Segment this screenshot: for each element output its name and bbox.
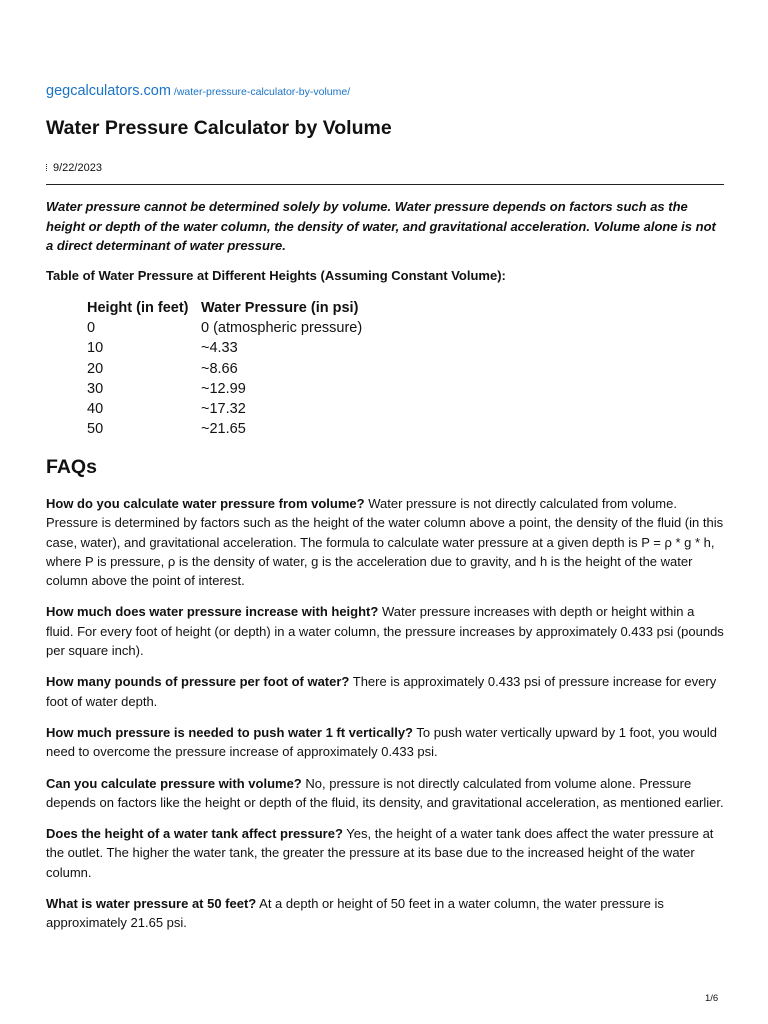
- faq-question: How do you calculate water pressure from volume?: [46, 496, 365, 511]
- faq-answer: No, pressure is not directly calculated from volume alone. Pressure depends on factors like the height or depth of the fluid, its density, and gravitational acceleration, as mentioned earlier.: [46, 775, 724, 810]
- faq-question: How many pounds of pressure per foot of water?: [46, 674, 350, 690]
- intro-paragraph: Water pressure cannot be determined solely by volume. Water pressure depends on factors such as the height or depth of the water column, the density of water, and gravitational acceleration. Volume alone is not a direct determinant of water pressure.: [46, 199, 716, 253]
- publish-date-text: 9/22/2023: [53, 162, 102, 174]
- column-header-height: Height (in feet): [87, 300, 189, 316]
- faq-question: Does the height of a water tank affect pressure?: [46, 826, 343, 842]
- table-header-row: [87, 298, 362, 318]
- table-row: [87, 379, 362, 399]
- table-row: [87, 399, 362, 419]
- faq-question: What is water pressure at 50 feet?: [46, 896, 257, 912]
- table-row: [87, 359, 362, 379]
- faq-item: [46, 774, 724, 813]
- publish-date: [46, 162, 102, 174]
- page-number: 1/6: [705, 993, 719, 1004]
- faq-question: How much does water pressure increase with height?: [46, 604, 379, 620]
- faq-answer: There is approximately 0.433 psi of pressure increase for every foot of water depth.: [46, 674, 717, 709]
- page-title: Water Pressure Calculator by Volume: [46, 117, 392, 139]
- page-path-link[interactable]: /water-pressure-calculator-by-volume/: [173, 86, 351, 98]
- faq-item: [46, 602, 724, 660]
- faq-heading: FAQs: [46, 456, 97, 478]
- pressure-cell: ~21.65: [201, 421, 246, 438]
- pressure-cell: 0 (atmospheric pressure): [201, 320, 363, 337]
- faq-item: [46, 494, 724, 590]
- column-header-pressure: Water Pressure (in psi): [201, 300, 359, 316]
- pressure-table: [87, 298, 362, 439]
- table-caption: Table of Water Pressure at Different Heights (Assuming Constant Volume):: [46, 268, 506, 283]
- pressure-cell: ~8.66: [201, 360, 238, 377]
- pressure-cell: ~17.32: [201, 401, 246, 418]
- faq-answer: To push water vertically upward by 1 foot, you would need to overcome the pressure increase of approximately 0.433 psi.: [46, 724, 717, 760]
- faq-item: [46, 894, 724, 933]
- faq-answer: Water pressure increases with depth or height within a fluid. For every foot of height (or depth) in a water column, the pressure increases by approximately 0.433 psi (pounds per square inch).: [46, 604, 724, 659]
- height-cell: 0: [87, 320, 96, 337]
- site-link[interactable]: gegcalculators.com: [46, 83, 171, 99]
- breadcrumb: [46, 82, 350, 100]
- faq-item: [46, 723, 724, 762]
- faq-answer: At a depth or height of 50 feet in a water column, the water pressure is approximately 21.65 psi.: [46, 896, 664, 931]
- faq-answer: Water pressure is not directly calculated from volume. Pressure is determined by factors such as the height of the water column above a point, the density of the fluid (in this case, water), and gravitational acceleration. The formula to calculate water pressure at a given depth is P = ρ * g * h, where P is pressure, ρ is the density of water, g is the acceleration due to gravity, and h is the height of the water column above the point of interest.: [46, 496, 724, 589]
- table-row: [87, 419, 362, 439]
- table-row: [87, 318, 362, 338]
- faq-question: Can you calculate pressure with volume?: [46, 775, 302, 791]
- pressure-cell: ~12.99: [201, 380, 246, 397]
- height-cell: 40: [87, 401, 104, 418]
- height-cell: 10: [87, 340, 104, 357]
- pressure-cell: ~4.33: [201, 340, 238, 357]
- height-cell: 50: [87, 421, 104, 438]
- faq-item: [46, 824, 724, 882]
- height-cell: 30: [87, 380, 104, 397]
- faq-answer: Yes, the height of a water tank does affect the water pressure at the outlet. The higher the water tank, the greater the pressure at its base due to the increased height of the water column.: [46, 826, 714, 880]
- faq-item: [46, 672, 724, 711]
- faq-list: [46, 494, 724, 945]
- header-divider: [46, 184, 724, 185]
- calendar-icon: [46, 164, 49, 171]
- height-cell: 20: [87, 360, 104, 377]
- faq-question: How much pressure is needed to push water 1 ft vertically?: [46, 724, 413, 740]
- table-row: [87, 338, 362, 358]
